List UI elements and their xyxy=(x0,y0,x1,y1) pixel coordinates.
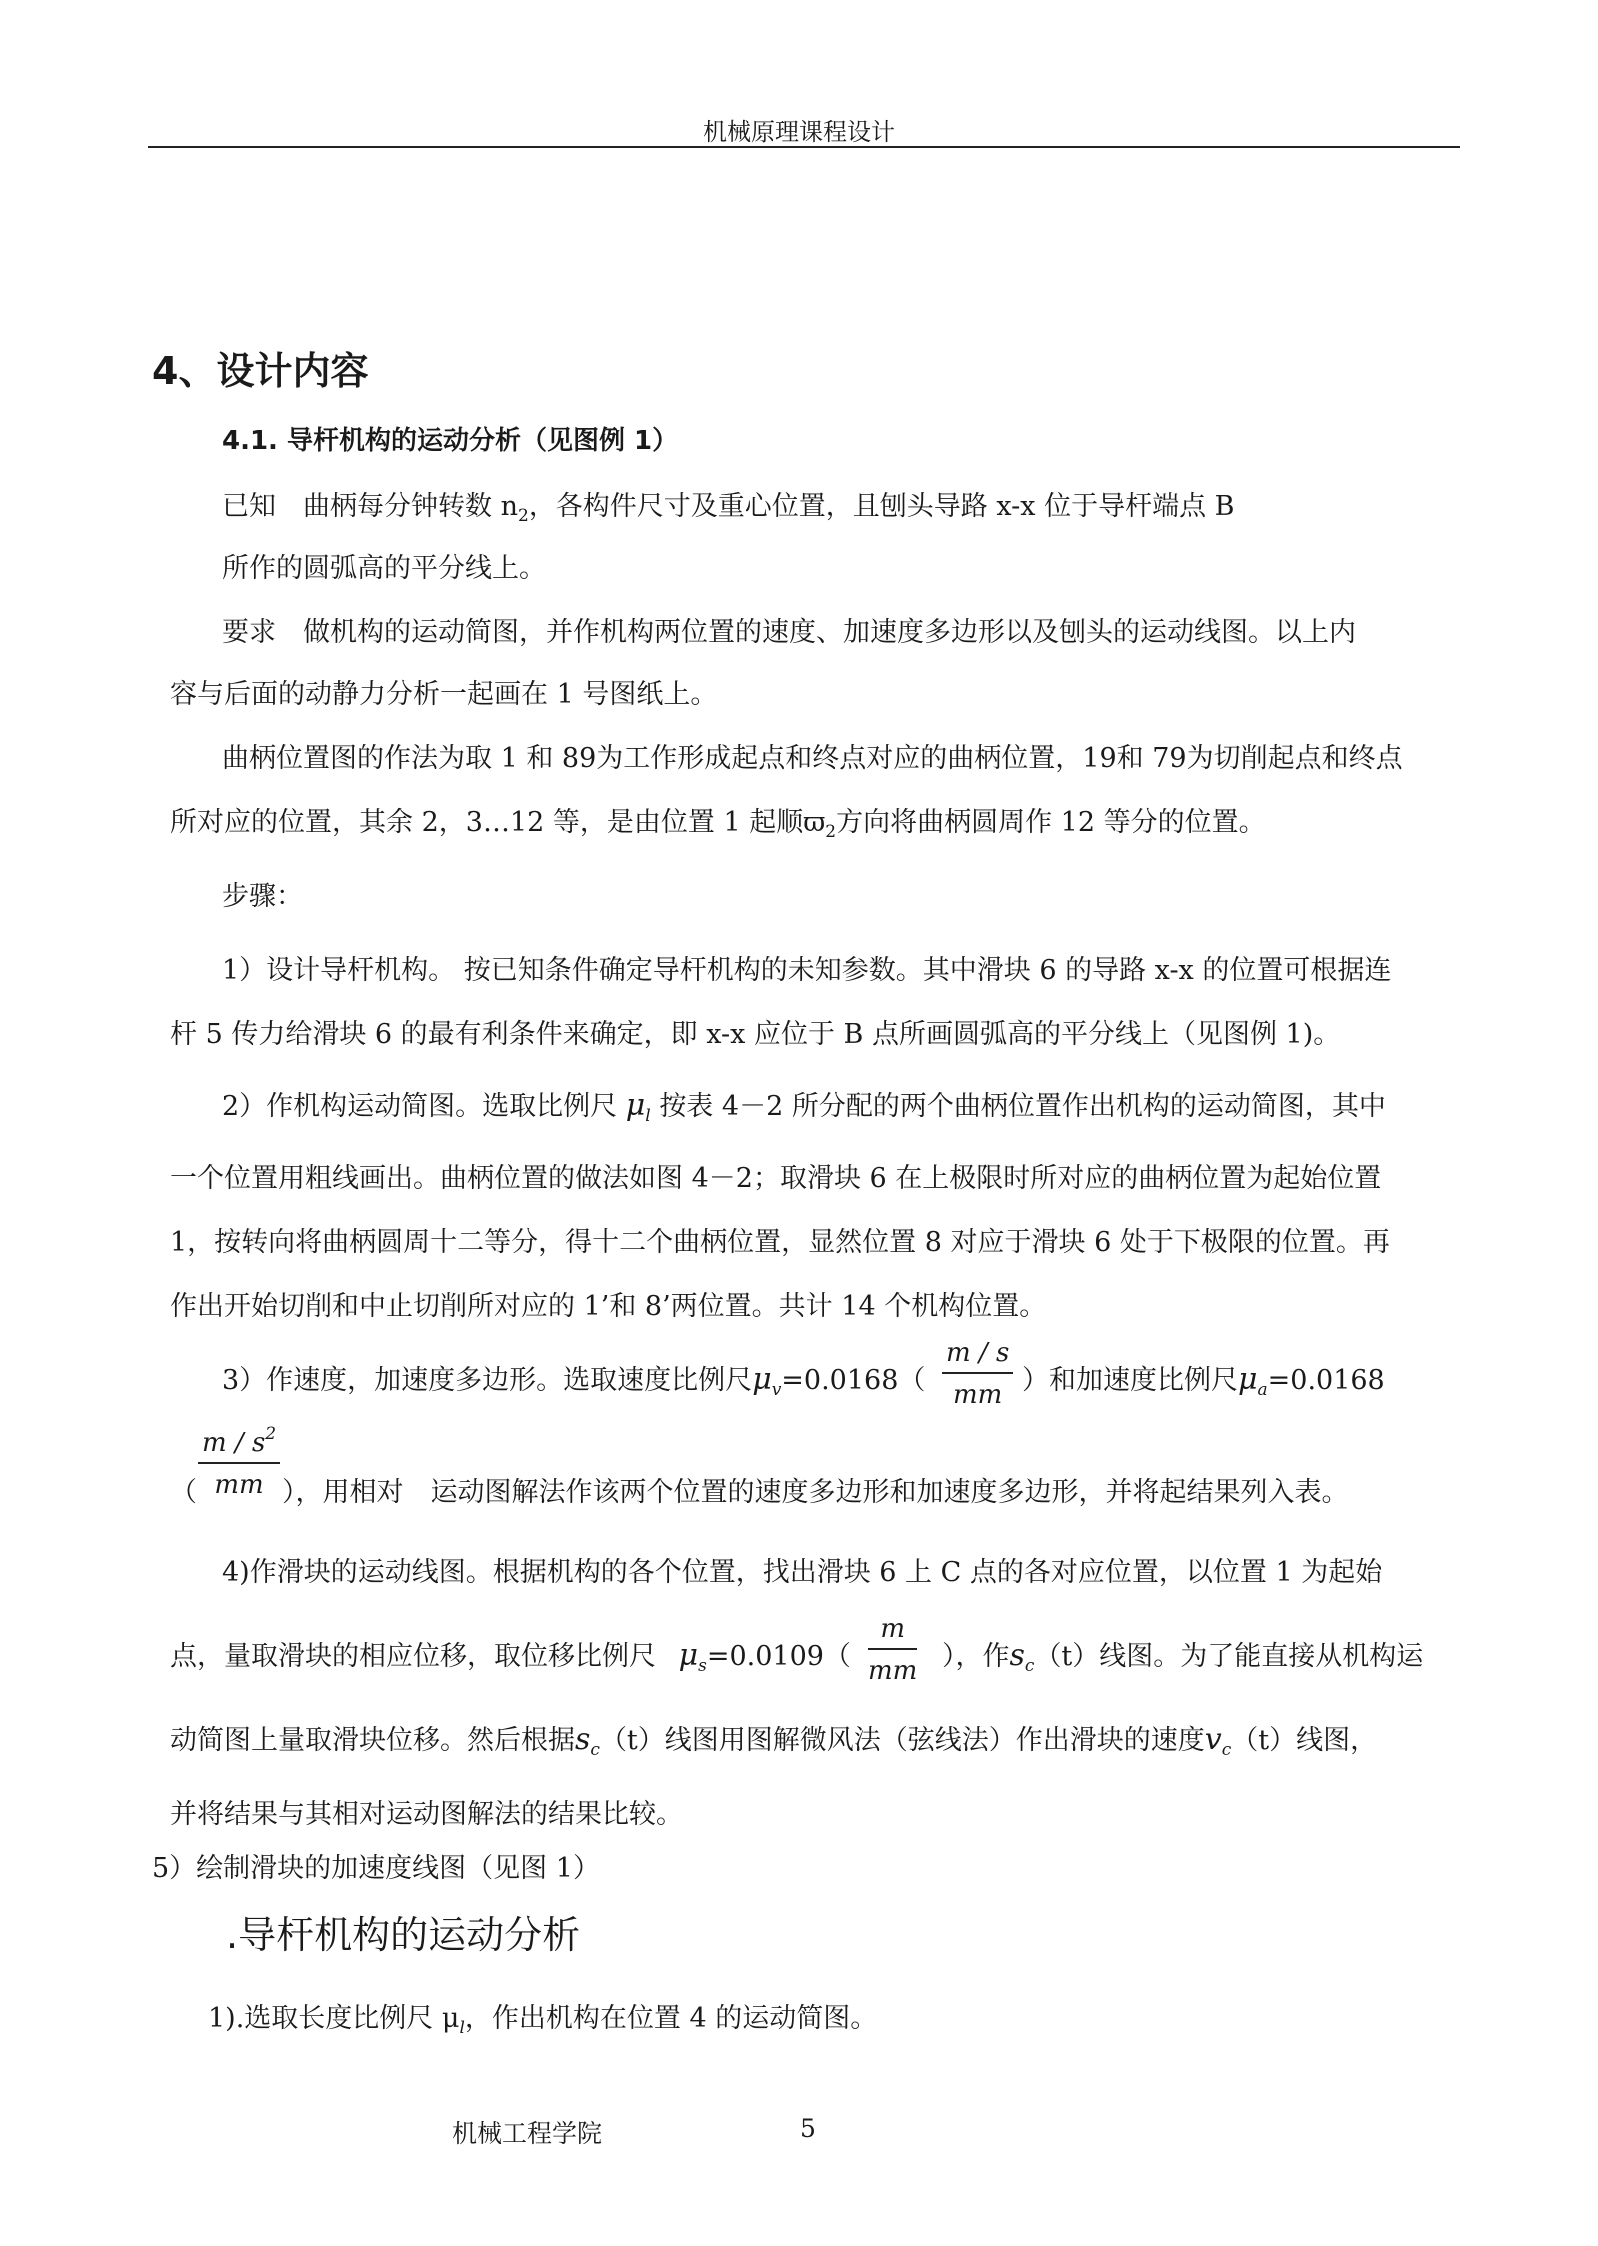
analysis-item-1 xyxy=(208,1996,877,2038)
analysis-item-1-b: ，作出机构在位置 4 的运动简图。 xyxy=(464,2003,878,2034)
v-c-sub: c xyxy=(1221,1740,1232,1760)
step3-line-1-a xyxy=(222,1358,925,1400)
step2-line-3: 1，按转向将曲柄圆周十二等分，得十二个曲柄位置，显然位置 8 对应于滑块 6 处于下极限的位置。再 xyxy=(170,1227,1390,1258)
velocity-unit-fraction xyxy=(942,1338,1013,1410)
s-c-symbol: s xyxy=(1009,1638,1025,1673)
page-header-title: 机械原理课程设计 xyxy=(703,118,895,146)
mu-s-sub: s xyxy=(698,1656,707,1676)
step3-open-paren: （ xyxy=(170,1477,197,1508)
displacement-unit-numerator: m xyxy=(880,1614,905,1644)
mu-a-value: =0.0168 xyxy=(1267,1365,1385,1396)
steps-title: 步骤： xyxy=(222,881,303,912)
mu-l-sub: l xyxy=(645,1106,651,1126)
mu-v-sub: v xyxy=(771,1380,782,1400)
known-line-2: 所作的圆弧高的平分线上。 xyxy=(222,553,546,584)
acceleration-unit-numerator xyxy=(198,1424,280,1462)
step1-line-1: 1）设计导杆机构。 按已知条件确定导杆机构的未知参数。其中滑块 6 的导路 x-x 的位置可根据连 xyxy=(222,955,1392,986)
acceleration-num-text: m / s xyxy=(202,1428,266,1458)
known-sub: 2 xyxy=(517,506,529,526)
mu-v-value: =0.0168（ xyxy=(781,1365,926,1396)
analysis-item-1-sub: l xyxy=(459,2018,465,2038)
step5-line: 5）绘制滑块的加速度线图（见图 1） xyxy=(152,1853,600,1884)
step4-text-a: 点，量取滑块的相应位移，取位移比例尺 xyxy=(170,1641,656,1672)
step4-line-2-b xyxy=(942,1634,1423,1676)
crank-line-2 xyxy=(170,800,1266,842)
step3-text-b: ）和加速度比例尺 xyxy=(1022,1365,1238,1396)
step3-line-2: ），用相对 运动图解法作该两个位置的速度多边形和加速度多边形，并将起结果列入表。 xyxy=(282,1477,1349,1508)
velocity-unit-denominator: mm xyxy=(952,1380,1003,1410)
velocity-unit-numerator: m / s xyxy=(946,1338,1010,1368)
step3-line-1-b xyxy=(1022,1358,1385,1400)
mu-l-symbol: μ xyxy=(625,1088,646,1123)
step2-text-a: 2）作机构运动简图。选取比例尺 xyxy=(222,1091,618,1122)
crank-line-1: 曲柄位置图的作法为取 1 和 89为工作形成起点和终点对应的曲柄位置，19和 79为切削起点和终点 xyxy=(222,743,1403,774)
step2-text-b: 按表 4－2 所分配的两个曲柄位置作出机构的运动简图，其中 xyxy=(659,1091,1386,1122)
v-c-symbol: v xyxy=(1204,1722,1222,1757)
step2-line-2: 一个位置用粗线画出。曲柄位置的做法如图 4－2；取滑块 6 在上极限时所对应的曲柄位置为起始位置 xyxy=(170,1163,1382,1194)
step4-text-b: ），作 xyxy=(942,1641,1010,1672)
acceleration-num-sup: 2 xyxy=(265,1424,277,1444)
crank-sub: 2 xyxy=(825,822,837,842)
mu-s-symbol: μ xyxy=(678,1638,699,1673)
section-title: 4、设计内容 xyxy=(152,349,369,393)
requirement-line-2: 容与后面的动静力分析一起画在 1 号图纸上。 xyxy=(170,679,718,710)
s-c-sub-2: c xyxy=(590,1740,600,1760)
s-c-symbol-2: s xyxy=(575,1722,591,1757)
mu-a-sub: a xyxy=(1257,1380,1268,1400)
step4-line-4: 并将结果与其相对运动图解法的结果比较。 xyxy=(170,1799,683,1830)
step4-line-2-a xyxy=(170,1634,851,1676)
step4-line-3 xyxy=(170,1718,1377,1760)
crank-text-a: 所对应的位置，其余 2，3…12 等，是由位置 1 起顺ϖ xyxy=(170,807,826,838)
analysis-title: .导杆机构的运动分析 xyxy=(226,1913,581,1957)
displacement-unit-fraction xyxy=(868,1614,917,1686)
acceleration-unit-fraction xyxy=(198,1424,280,1500)
step4-line3-b: （t）线图用图解微风法（弦线法）作出滑块的速度 xyxy=(599,1725,1205,1756)
step4-line3-c: （t）线图， xyxy=(1231,1725,1378,1756)
acceleration-unit-denominator: mm xyxy=(214,1470,264,1500)
step4-line3-a: 动简图上量取滑块位移。然后根据 xyxy=(170,1725,575,1756)
displacement-unit-denominator: mm xyxy=(868,1656,918,1686)
requirement-line-1: 要求 做机构的运动简图，并作机构两位置的速度、加速度多边形以及刨头的运动线图。以上内 xyxy=(222,617,1356,648)
crank-text-b: 方向将曲柄圆周作 12 等分的位置。 xyxy=(836,807,1266,838)
step4-line-1: 4)作滑块的运动线图。根据机构的各个位置，找出滑块 6 上 C 点的各对应位置，以位置 1 为起始 xyxy=(222,1557,1383,1588)
mu-v-symbol: μ xyxy=(752,1362,772,1397)
step2-line-1 xyxy=(222,1084,1386,1126)
step4-text-c: （t）线图。为了能直接从机构运 xyxy=(1034,1641,1424,1672)
known-text-1-rest: ，各构件尺寸及重心位置，且刨头导路 x-x 位于导杆端点 B xyxy=(528,491,1235,522)
known-line-1 xyxy=(222,484,1235,526)
mu-a-symbol: μ xyxy=(1238,1362,1258,1397)
footer-school: 机械工程学院 xyxy=(452,2119,603,2148)
mu-s-value: =0.0109（ xyxy=(706,1641,851,1672)
footer-page-number: 5 xyxy=(800,2114,816,2143)
step3-text-a: 3）作速度，加速度多边形。选取速度比例尺 xyxy=(222,1365,753,1396)
header-rule xyxy=(148,146,1460,148)
known-text-1: 已知 曲柄每分钟转数 n xyxy=(222,491,518,522)
step2-line-4: 作出开始切削和中止切削所对应的 1’和 8’两位置。共计 14 个机构位置。 xyxy=(170,1291,1047,1322)
step1-line-2: 杆 5 传力给滑块 6 的最有利条件来确定，即 x-x 应位于 B 点所画圆弧高的平分线上（见图例 1)。 xyxy=(170,1019,1341,1050)
s-c-sub: c xyxy=(1024,1656,1035,1676)
subsection-title: 4.1. 导杆机构的运动分析（见图例 1） xyxy=(222,426,679,456)
analysis-item-1-a: 1).选取长度比例尺 μ xyxy=(208,2003,460,2034)
